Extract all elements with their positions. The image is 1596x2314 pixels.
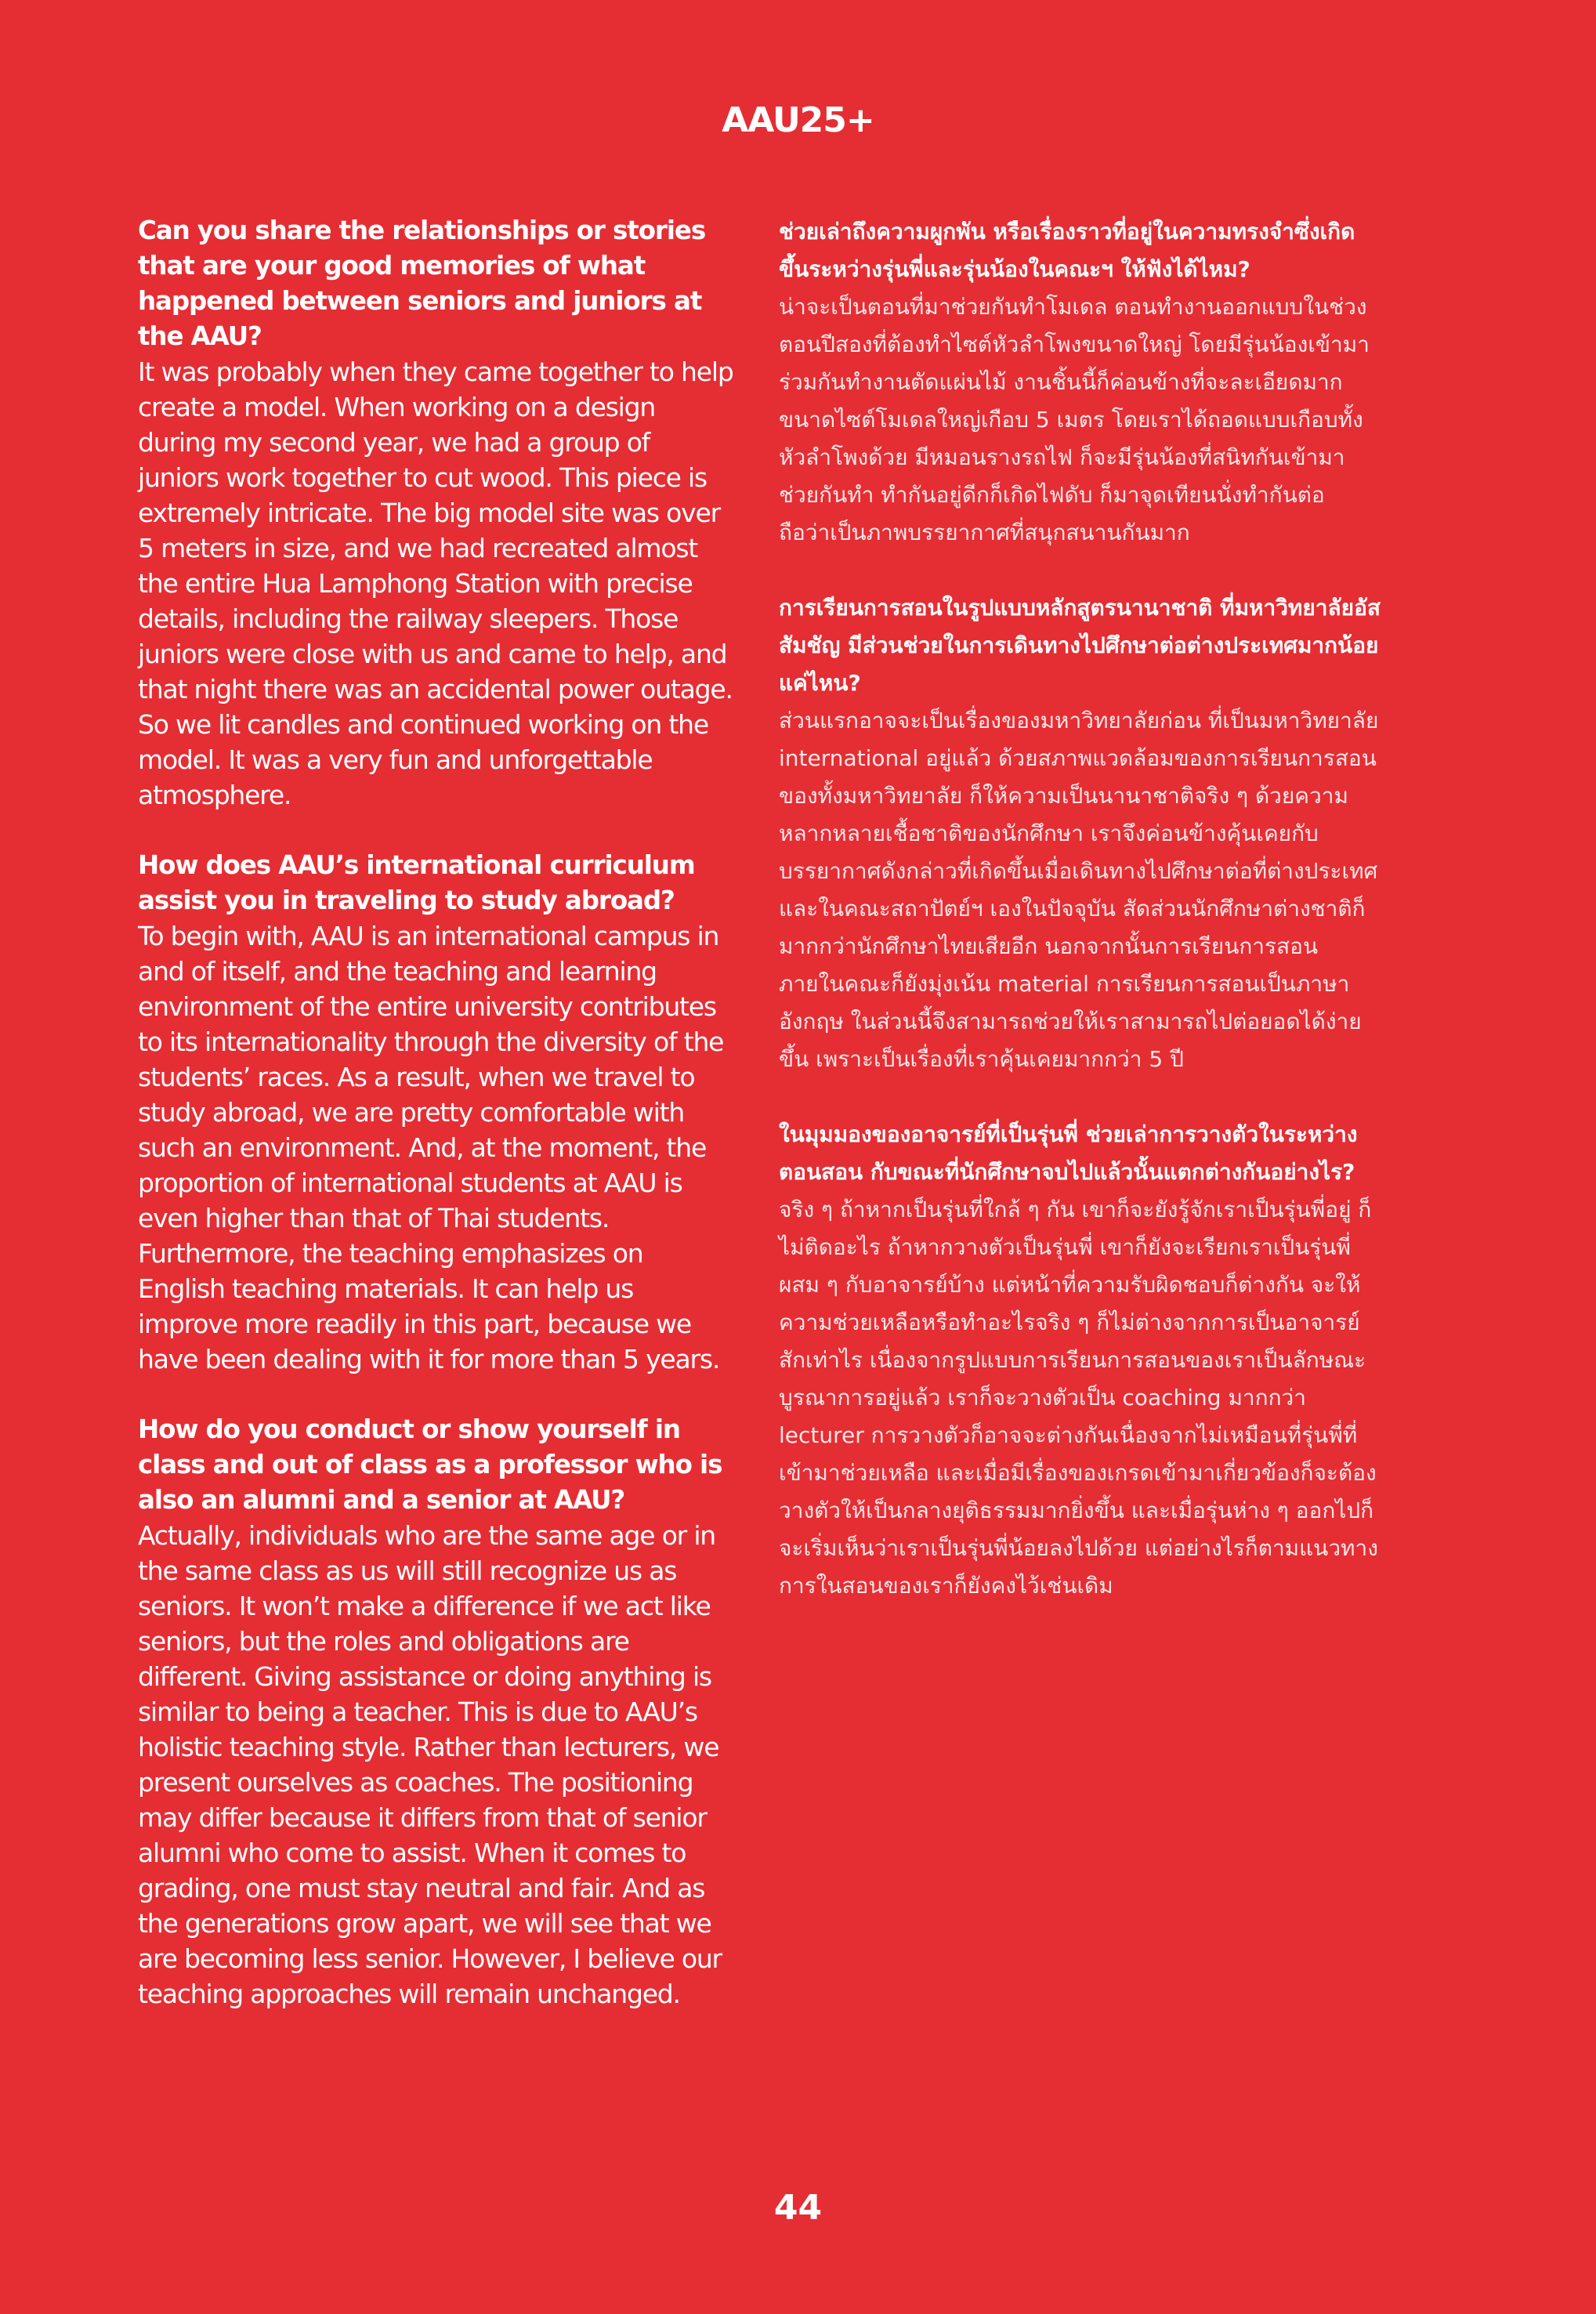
thai-column	[779, 213, 1382, 1642]
magazine-header: AAU25+	[722, 100, 874, 140]
answer: จริง ๆ ถ้าหากเป็นรุ่นที่ใกล้ ๆ กัน เขาก็จะยังรู้จักเราเป็นรุ่นพี่อยู่ ก็ไม่ติดอะไร ถ้าหากวางตัวเป็นรุ่นพี่ เขาก็ยังจะเรียกเราเป็นรุ่นพี่ผสม ๆ กับอาจารย์บ้าง แต่หน้าที่ความรับผิดชอบก็ต่างกัน จะให้ความช่วยเหลือหรือทำอะไรจริง ๆ ก็ไม่ต่างจากการเป็นอาจารย์สักเท่าไร เนื่องจากรูปแบบการเรียนการสอนของเราเป็นลักษณะบูรณาการอยู่แล้ว เราก็จะวางตัวเป็น coaching มากกว่า lecturer การวางตัวก็อาจจะต่างกันเนื่องจากไม่เหมือนที่รุ่นพี่ที่เข้ามาช่วยเหลือ และเมื่อมีเรื่องของเกรดเข้ามาเกี่ยวข้องก็จะต้องวางตัวให้เป็นกลางยุติธรรมมากยิ่งขึ้น และเมื่อรุ่นห่าง ๆ ออกไปก็จะเริ่มเห็นว่าเราเป็นรุ่นพี่น้อยลงไปด้วย แต่อย่างไรก็ตามแนวทางการในสอนของเราก็ยังคงไว้เช่นเดิม	[779, 1197, 1378, 1599]
question: การเรียนการสอนในรูปแบบหลักสูตรนานาชาติ ที่มหาวิทยาลัยอัสสัมชัญ มีส่วนช่วยในการเดินทางไปศึกษาต่อต่างประเทศมากน้อยแค่ไหน?	[779, 595, 1381, 696]
question: Can you share the relationships or stories that are your good memories of what happened between seniors and juniors at the AAU?	[138, 215, 706, 351]
question: ช่วยเล่าถึงความผูกพัน หรือเรื่องราวที่อยู่ในความทรงจำซึ่งเกิดขึ้นระหว่างรุ่นพี่และรุ่นน้องในคณะฯ ให้ฟังได้ไหม?	[779, 219, 1355, 282]
answer: ส่วนแรกอาจจะเป็นเรื่องของมหาวิทยาลัยก่อน ที่เป็นมหาวิทยาลัย international อยู่แล้ว ด้วยสภาพแวดล้อมของการเรียนการสอนของทั้งมหาวิทยาลัย ก็ให้ความเป็นนานาชาติจริง ๆ ด้วยความหลากหลายเชื้อชาติของนักศึกษา เราจึงค่อนข้างคุ้นเคยกับบรรยากาศดังกล่าวที่เกิดขึ้นเมื่อเดินทางไปศึกษาต่อที่ต่างประเทศ และในคณะสถาปัตย์ฯ เองในปัจจุบัน สัดส่วนนักศึกษาต่างชาติก็มากกว่านักศึกษาไทยเสียอีก นอกจากนั้นการเรียนการสอนภายในคณะก็ยังมุ่งเน้น material การเรียนการสอนเป็นภาษาอังกฤษ ในส่วนนี้จึงสามารถช่วยให้เราสามารถไปต่อยอดได้ง่ายขึ้น เพราะเป็นเรื่องที่เราคุ้นเคยมากกว่า 5 ปี	[779, 708, 1379, 1072]
qa-block	[138, 848, 733, 1377]
qa-block	[779, 589, 1382, 1078]
qa-block	[779, 1116, 1382, 1605]
answer: It was probably when they came together to help create a model. When working on a design during my second year, we had a group of juniors work together to cut wood. This piece is extremely intricate. The big model site was over 5 meters in size, and we had recreated almost the entire Hua Lamphong Station with precise details, including the railway sleepers. Those juniors were close with us and came to help, and that night there was an accidental power outage. So we lit candles and continued working on the model. It was a very fun and unforgettable atmosphere.	[138, 357, 733, 810]
english-column	[138, 213, 733, 2047]
qa-block	[779, 213, 1382, 552]
question: How do you conduct or show yourself in class and out of class as a professor who is also an alumni and a senior at AAU?	[138, 1414, 722, 1515]
page-number: 44	[773, 2188, 823, 2228]
answer: น่าจะเป็นตอนที่มาช่วยกันทำโมเดล ตอนทำงานออกแบบในช่วงตอนปีสองที่ต้องทำไซต์หัวลำโพงขนาดใหญ่ โดยมีรุ่นน้องเข้ามาร่วมกันทำงานตัดแผ่นไม้ งานชิ้นนี้ก็ค่อนข้างที่จะละเอียดมาก ขนาดไซต์โมเดลใหญ่เกือบ 5 เมตร โดยเราได้ถอดแบบเกือบทั้งหัวลำโพงด้วย มีหมอนรางรถไฟ ก็จะมีรุ่นน้องที่สนิทกันเข้ามาช่วยกันทำ ทำกันอยู่ดีกก็เกิดไฟดับ ก็มาจุดเทียนนั่งทำกันต่อ ถือว่าเป็นภาพบรรยากาศที่สนุกสนานกันมาก	[779, 294, 1370, 545]
question: ในมุมมองของอาจารย์ที่เป็นรุ่นพี่ ช่วยเล่าการวางตัวในระหว่างตอนสอน กับขณะที่นักศึกษาจบไปแล้วนั้นแตกต่างกันอย่างไร?	[779, 1121, 1358, 1185]
question: How does AAU’s international curriculum assist you in traveling to study abroad?	[138, 850, 695, 915]
qa-block	[138, 1412, 733, 2012]
answer: To begin with, AAU is an international campus in and of itself, and the teaching and learning environment of the entire university contributes to its internationality through the diversity of the students’ races. As a result, when we travel to study abroad, we are pretty comfortable with such an environment. And, at the moment, the proportion of international students at AAU is even higher than that of Thai students. Furthermore, the teaching emphasizes on English teaching materials. It can help us improve more readily in this part, because we have been dealing with it for more than 5 years.	[138, 921, 724, 1374]
qa-block	[138, 213, 733, 813]
answer: Actually, individuals who are the same age or in the same class as us will still recognize us as seniors. It won’t make a difference if we act like seniors, but the roles and obligations are different. Giving assistance or doing anything is similar to being a teacher. This is due to AAU’s holistic teaching style. Rather than lecturers, we present ourselves as coaches. The positioning may differ because it differs from that of senior alumni who come to assist. When it comes to grading, one must stay neutral and fair. And as the generations grow apart, we will see that we are becoming less senior. However, I believe our teaching approaches will remain unchanged.	[138, 1520, 722, 2009]
